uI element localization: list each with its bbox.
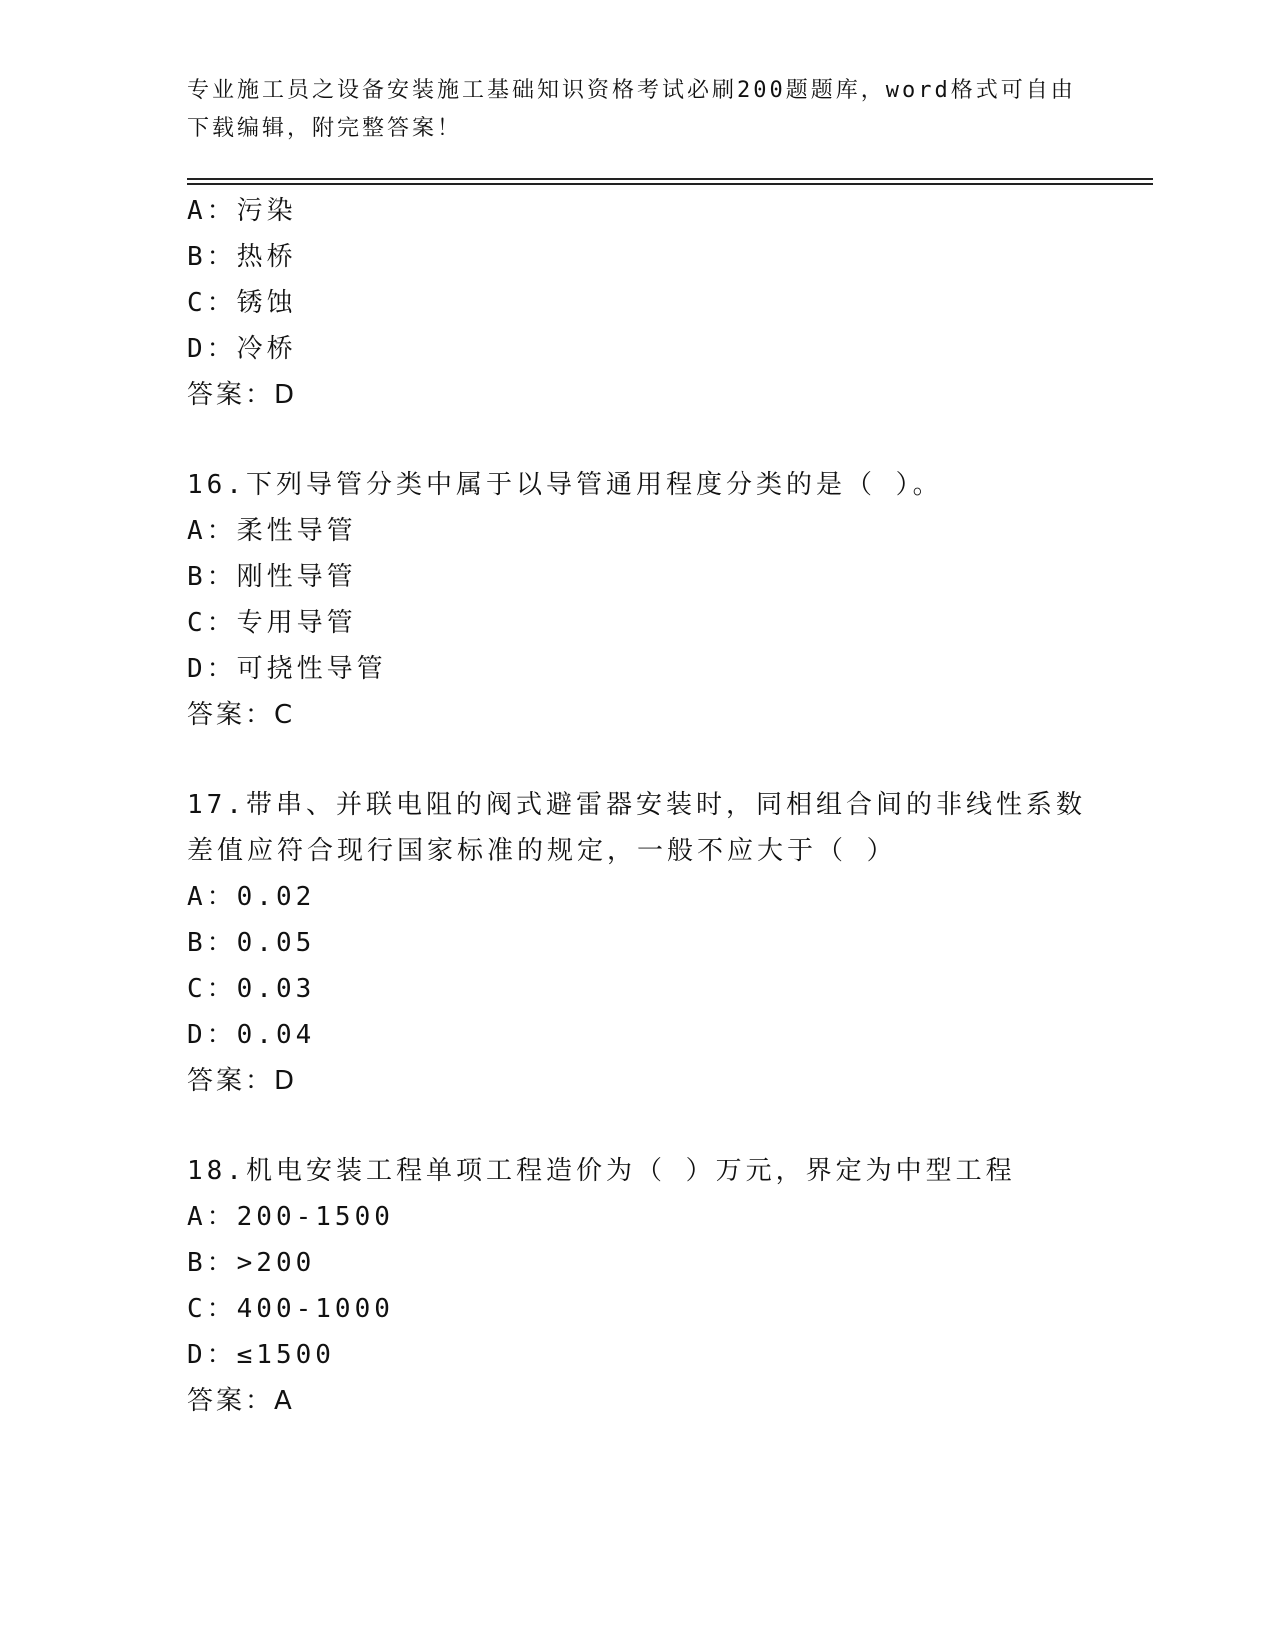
option-label: D： [187,1340,237,1370]
option-label: B： [187,928,237,958]
question-stem: 16.下列导管分类中属于以导管通用程度分类的是（ ）。 [187,470,943,500]
option-text: 锈蚀 [236,288,297,318]
question-stem: 17.带串、并联电阻的阀式避雷器安装时，同相组合间的非线性系数差值应符合现行国家标准的规定，一般不应大于（ ） [187,790,1086,866]
option-text: 0.04 [236,1020,316,1050]
option-text: 热桥 [236,242,297,272]
option-text: 400-1000 [236,1294,394,1324]
option-label: C： [187,974,237,1004]
option-text: 0.05 [236,928,316,958]
option-text: 0.03 [236,974,316,1004]
question-list [187,188,1087,1424]
option-text: 刚性导管 [236,562,357,592]
option-line [187,1012,1087,1058]
option-label: B： [187,1248,237,1278]
option-line [187,280,1087,326]
option-label: A： [187,1202,237,1232]
spacer [187,418,1087,462]
spacer [187,1104,1087,1148]
option-line [187,600,1087,646]
option-line [187,508,1087,554]
option-label: A： [187,882,237,912]
document-title: 专业施工员之设备安装施工基础知识资格考试必刷200题题库，word格式可自由下载编辑，附完整答案！ [187,78,1076,141]
option-line [187,966,1087,1012]
answer-line: 答案：D [187,1066,298,1096]
header-divider-top [187,178,1153,180]
option-text: 专用导管 [236,608,357,638]
option-line [187,1194,1087,1240]
option-line [187,1332,1087,1378]
answer-line: 答案：C [187,700,296,730]
option-label: D： [187,334,237,364]
option-text: ≤1500 [236,1340,335,1370]
option-text: 0.02 [236,882,316,912]
option-line [187,188,1087,234]
option-label: A： [187,516,237,546]
option-line [187,234,1087,280]
option-line [187,1286,1087,1332]
answer-line: 答案：D [187,380,298,410]
option-text: >200 [236,1248,316,1278]
option-line [187,326,1087,372]
option-label: B： [187,562,237,592]
option-line [187,920,1087,966]
option-text: 柔性导管 [236,516,357,546]
spacer [187,738,1087,782]
option-label: C： [187,1294,237,1324]
question-stem: 18.机电安装工程单项工程造价为（ ）万元，界定为中型工程 [187,1156,1016,1186]
option-label: D： [187,654,237,684]
option-line [187,874,1087,920]
answer-line: 答案：A [187,1386,295,1416]
option-line [187,554,1087,600]
option-label: B： [187,242,237,272]
option-label: C： [187,288,237,318]
option-label: D： [187,1020,237,1050]
header-divider-bottom [187,183,1153,185]
option-text: 冷桥 [236,334,297,364]
option-line [187,1240,1087,1286]
option-line [187,646,1087,692]
option-label: C： [187,608,237,638]
option-text: 污染 [236,196,297,226]
option-label: A： [187,196,237,226]
option-text: 200-1500 [236,1202,394,1232]
option-text: 可挠性导管 [236,654,387,684]
